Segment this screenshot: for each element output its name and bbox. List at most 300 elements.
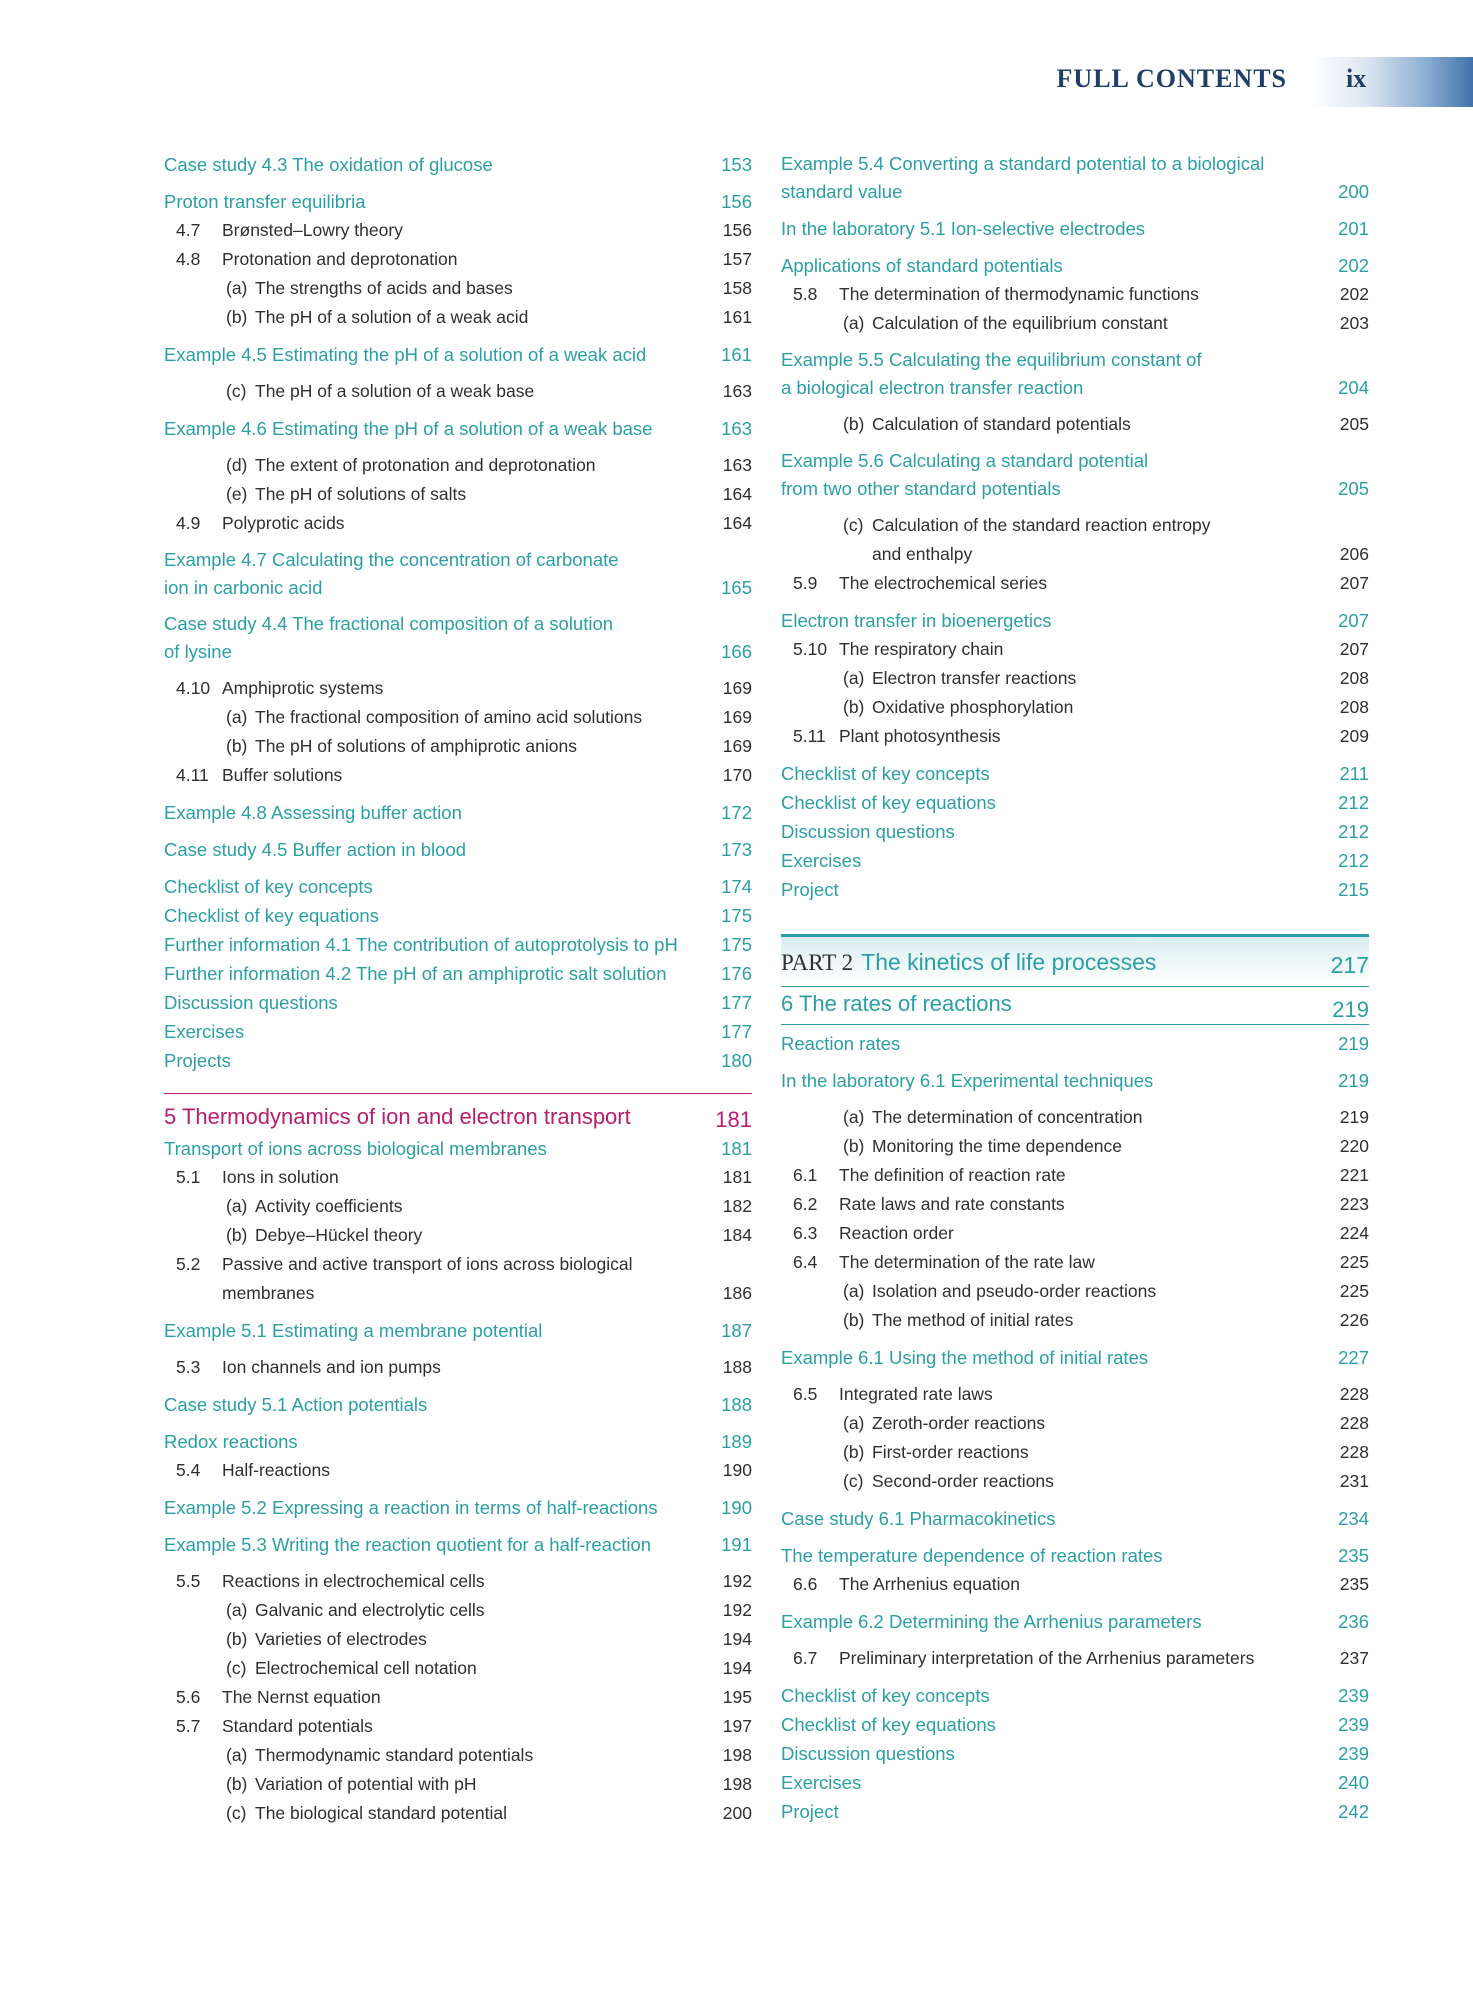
toc-subsection[interactable] <box>164 274 752 303</box>
toc-entry[interactable] <box>781 447 1369 503</box>
entry-title: Proton transfer equilibria <box>164 191 366 212</box>
entry-title: In the laboratory 6.1 Experimental techniques <box>781 1070 1154 1091</box>
page-ref: 204 <box>1338 377 1369 398</box>
page-ref: 226 <box>1339 1310 1369 1330</box>
entry-title: 5.8 The determination of thermodynamic functions <box>781 280 1369 309</box>
entry-title: Exercises <box>164 1021 245 1042</box>
toc-subsection[interactable] <box>781 664 1369 693</box>
page-ref: 158 <box>722 278 752 298</box>
page-ref: 190 <box>721 1497 752 1518</box>
chapter-heading[interactable] <box>164 1093 752 1134</box>
page-ref: 163 <box>721 418 752 439</box>
page-ref: 188 <box>721 1394 752 1415</box>
page-ref: 192 <box>722 1571 752 1591</box>
spacer <box>164 864 752 872</box>
page-ref: 221 <box>1339 1165 1369 1185</box>
entry-title: (b) Monitoring the time dependence <box>781 1132 1369 1161</box>
section-number: 5.8 <box>793 284 818 304</box>
entry-title: (c) The pH of a solution of a weak base <box>164 377 752 406</box>
page-ref: 161 <box>722 307 752 327</box>
toc-section[interactable] <box>781 722 1369 751</box>
toc-entry[interactable] <box>164 1046 752 1075</box>
page-ref: 207 <box>1338 610 1369 631</box>
toc-subsection[interactable] <box>164 703 752 732</box>
page-ref: 175 <box>721 905 752 926</box>
spacer <box>164 1559 752 1567</box>
page-ref: 177 <box>721 1021 752 1042</box>
toc-subsection[interactable] <box>781 693 1369 722</box>
entry-title: Case study 4.5 Buffer action in blood <box>164 839 467 860</box>
toc-section[interactable] <box>781 1570 1369 1599</box>
page-ref: 215 <box>1338 879 1369 900</box>
spacer <box>164 406 752 414</box>
part-heading[interactable] <box>781 934 1369 987</box>
toc-entry[interactable] <box>781 1029 1369 1058</box>
page-ref: 224 <box>1339 1223 1369 1243</box>
chapter-heading[interactable] <box>781 987 1369 1025</box>
spacer <box>164 1382 752 1390</box>
subsection-label: (b) <box>226 1225 248 1245</box>
page-ref: 225 <box>1339 1281 1369 1301</box>
spacer <box>781 1095 1369 1103</box>
toc-section[interactable] <box>781 1161 1369 1190</box>
page-ref: 181 <box>715 1107 752 1132</box>
spacer <box>781 1372 1369 1380</box>
spacer <box>781 503 1369 511</box>
toc-entry[interactable] <box>781 875 1369 904</box>
spacer <box>164 1345 752 1353</box>
page-ref: 202 <box>1338 255 1369 276</box>
toc-subsection[interactable] <box>781 1132 1369 1161</box>
toc-entry[interactable] <box>164 872 752 901</box>
section-number: 6.4 <box>793 1252 818 1272</box>
section-number: 4.9 <box>176 513 201 533</box>
entry-title: 5.11 Plant photosynthesis <box>781 722 1369 751</box>
entry-title: (b) First-order reactions <box>781 1438 1369 1467</box>
page-ref: 207 <box>1339 573 1369 593</box>
toc-subsection[interactable] <box>164 1799 752 1828</box>
subsection-label: (a) <box>226 1196 248 1216</box>
page-ref: 208 <box>1339 697 1369 717</box>
page-ref: 228 <box>1339 1384 1369 1404</box>
toc-entry[interactable] <box>781 251 1369 280</box>
entry-title: Discussion questions <box>164 992 338 1013</box>
entry-title: (c) Calculation of the standard reaction entropy and enthalpy <box>781 511 1369 569</box>
spacer <box>164 369 752 377</box>
toc-entry[interactable] <box>164 1390 752 1419</box>
section-number: 5.10 <box>793 639 828 659</box>
page-ref: 239 <box>1338 1714 1369 1735</box>
toc-entry[interactable] <box>164 1530 752 1559</box>
toc-section[interactable] <box>164 1353 752 1382</box>
entry-title: Exercises <box>781 1772 862 1793</box>
subsection-label: (c) <box>843 1471 864 1491</box>
entry-title: In the laboratory 5.1 Ion-selective electrodes <box>781 218 1146 239</box>
spacer <box>781 1673 1369 1681</box>
subsection-label: (c) <box>226 1658 247 1678</box>
page-ref: 166 <box>721 641 752 662</box>
spacer <box>164 538 752 546</box>
page-ref: 173 <box>721 839 752 860</box>
toc-entry[interactable] <box>164 610 752 666</box>
toc-section[interactable] <box>781 1380 1369 1409</box>
page-ref: 219 <box>1338 1070 1369 1091</box>
page-ref: 228 <box>1339 1413 1369 1433</box>
toc-section[interactable] <box>781 280 1369 309</box>
toc-subsection[interactable] <box>781 1438 1369 1467</box>
entry-title: 6.1 The definition of reaction rate <box>781 1161 1369 1190</box>
entry-title: Example 6.1 Using the method of initial rates <box>781 1347 1149 1368</box>
toc-left-column <box>164 150 752 1828</box>
toc-entry[interactable] <box>781 1710 1369 1739</box>
toc-entry[interactable] <box>164 1493 752 1522</box>
entry-title: (a) The determination of concentration <box>781 1103 1369 1132</box>
toc-entry[interactable] <box>781 346 1369 402</box>
toc-section[interactable] <box>164 509 752 538</box>
toc-entry[interactable] <box>164 959 752 988</box>
page-ref: 174 <box>721 876 752 897</box>
page-ref: 156 <box>721 191 752 212</box>
page-ref: 170 <box>722 765 752 785</box>
toc-section[interactable] <box>164 216 752 245</box>
toc-section[interactable] <box>164 1250 752 1308</box>
page-ref: 234 <box>1338 1508 1369 1529</box>
spacer <box>164 1522 752 1530</box>
toc-entry[interactable] <box>781 1768 1369 1797</box>
toc-entry[interactable] <box>164 1134 752 1163</box>
subsection-label: (b) <box>843 1442 865 1462</box>
entry-title: 5.1 Ions in solution <box>164 1163 752 1192</box>
page-ref: 164 <box>722 513 752 533</box>
toc-subsection[interactable] <box>781 1306 1369 1335</box>
toc-section[interactable] <box>164 1567 752 1596</box>
subsection-label: (a) <box>226 1600 248 1620</box>
toc-subsection[interactable] <box>164 1625 752 1654</box>
toc-subsection[interactable] <box>164 451 752 480</box>
section-number: 4.8 <box>176 249 201 269</box>
entry-title: Example 5.3 Writing the reaction quotient for a half-reaction <box>164 1534 652 1555</box>
toc-section[interactable] <box>164 1456 752 1485</box>
toc-section[interactable] <box>164 245 752 274</box>
subsection-label: (b) <box>226 1774 248 1794</box>
entry-title: Case study 4.3 The oxidation of glucose <box>164 154 493 175</box>
entry-title: 4.9 Polyprotic acids <box>164 509 752 538</box>
toc-section[interactable] <box>781 569 1369 598</box>
spacer <box>164 790 752 798</box>
entry-title: (a) The strengths of acids and bases <box>164 274 752 303</box>
page-ref: 211 <box>1339 763 1369 784</box>
page-ref: 242 <box>1338 1801 1369 1822</box>
toc-subsection[interactable] <box>781 410 1369 439</box>
page-ref: 205 <box>1338 478 1369 499</box>
toc-entry[interactable] <box>781 1607 1369 1636</box>
toc-section[interactable] <box>164 674 752 703</box>
subsection-label: (c) <box>843 515 864 535</box>
subsection-label: (b) <box>843 1136 865 1156</box>
entry-title: 6.5 Integrated rate laws <box>781 1380 1369 1409</box>
entry-title: Example 5.5 Calculating the equilibrium constant of a biological electron transfer reaction <box>781 349 1202 398</box>
entry-title: Discussion questions <box>781 821 955 842</box>
entry-title: Discussion questions <box>781 1743 955 1764</box>
running-header-title: FULL CONTENTS <box>1056 64 1287 93</box>
page-ref: 194 <box>722 1629 752 1649</box>
entry-title: Example 5.1 Estimating a membrane potential <box>164 1320 543 1341</box>
entry-title: (a) Electron transfer reactions <box>781 664 1369 693</box>
toc-subsection[interactable] <box>164 1770 752 1799</box>
entry-title: 6.6 The Arrhenius equation <box>781 1570 1369 1599</box>
toc-entry[interactable] <box>781 1681 1369 1710</box>
entry-title: 4.10 Amphiprotic systems <box>164 674 752 703</box>
entry-title: Example 6.2 Determining the Arrhenius parameters <box>781 1611 1202 1632</box>
section-number: 6.6 <box>793 1574 818 1594</box>
page-ref: 223 <box>1339 1194 1369 1214</box>
toc-entry[interactable] <box>781 788 1369 817</box>
page-ref: 212 <box>1338 850 1369 871</box>
part-label: PART 2 <box>781 950 854 975</box>
subsection-label: (a) <box>226 707 248 727</box>
toc-subsection[interactable] <box>164 1221 752 1250</box>
page-ref: 198 <box>722 1745 752 1765</box>
subsection-label: (e) <box>226 484 248 504</box>
subsection-label: (b) <box>843 697 865 717</box>
entry-title: (b) Debye–Hückel theory <box>164 1221 752 1250</box>
toc-right-column <box>781 150 1369 1826</box>
toc-entry[interactable] <box>781 759 1369 788</box>
toc-entry[interactable] <box>164 187 752 216</box>
toc-subsection[interactable] <box>164 1741 752 1770</box>
toc-section[interactable] <box>781 1190 1369 1219</box>
page-ref: 237 <box>1339 1648 1369 1668</box>
section-number: 5.4 <box>176 1460 201 1480</box>
toc-entry[interactable] <box>781 1343 1369 1372</box>
toc-entry[interactable] <box>164 988 752 1017</box>
section-number: 5.9 <box>793 573 818 593</box>
entry-title: 5.5 Reactions in electrochemical cells <box>164 1567 752 1596</box>
entry-title: (c) The biological standard potential <box>164 1799 752 1828</box>
toc-entry[interactable] <box>164 798 752 827</box>
entry-title: Further information 4.2 The pH of an amphiprotic salt solution <box>164 963 667 984</box>
entry-title: 5.3 Ion channels and ion pumps <box>164 1353 752 1382</box>
entry-title: (d) The extent of protonation and deprotonation <box>164 451 752 480</box>
entry-title: Checklist of key equations <box>164 905 379 926</box>
entry-title: 4.7 Brønsted–Lowry theory <box>164 216 752 245</box>
entry-title: (a) Galvanic and electrolytic cells <box>164 1596 752 1625</box>
subsection-label: (a) <box>843 1281 865 1301</box>
entry-title: Further information 4.1 The contribution of autoprotolysis to pH <box>164 934 678 955</box>
toc-entry[interactable] <box>781 150 1369 206</box>
entry-title: Applications of standard potentials <box>781 255 1063 276</box>
entry-title: Case study 5.1 Action potentials <box>164 1394 428 1415</box>
toc-subsection[interactable] <box>781 1277 1369 1306</box>
toc-section[interactable] <box>164 1712 752 1741</box>
page-ref: 176 <box>721 963 752 984</box>
subsection-label: (d) <box>226 455 248 475</box>
spacer <box>164 1419 752 1427</box>
page-ref: 236 <box>1338 1611 1369 1632</box>
entry-title: Example 4.8 Assessing buffer action <box>164 802 462 823</box>
entry-title: Project <box>781 1801 839 1822</box>
toc-section[interactable] <box>781 1248 1369 1277</box>
toc-entry[interactable] <box>164 546 752 602</box>
toc-entry[interactable] <box>164 414 752 443</box>
toc-subsection[interactable] <box>164 1596 752 1625</box>
toc-subsection[interactable] <box>164 1654 752 1683</box>
entry-title: (a) Calculation of the equilibrium constant <box>781 309 1369 338</box>
toc-subsection[interactable] <box>781 1467 1369 1496</box>
subsection-label: (b) <box>226 307 248 327</box>
toc-subsection[interactable] <box>781 511 1369 569</box>
entry-title: Checklist of key concepts <box>781 1685 990 1706</box>
toc-entry[interactable] <box>781 1739 1369 1768</box>
entry-title: Exercises <box>781 850 862 871</box>
subsection-label: (a) <box>843 668 865 688</box>
subsection-label: (a) <box>226 1745 248 1765</box>
toc-entry[interactable] <box>781 846 1369 875</box>
toc-section[interactable] <box>164 761 752 790</box>
entry-title: (a) Isolation and pseudo-order reactions <box>781 1277 1369 1306</box>
page-ref: 188 <box>722 1357 752 1377</box>
toc-section[interactable] <box>781 1644 1369 1673</box>
toc-subsection[interactable] <box>781 1103 1369 1132</box>
toc-subsection[interactable] <box>164 480 752 509</box>
page-ref: 197 <box>722 1716 752 1736</box>
toc-entry[interactable] <box>781 1504 1369 1533</box>
section-number: 5.11 <box>793 726 826 746</box>
subsection-label: (b) <box>843 414 865 434</box>
toc-entry[interactable] <box>164 340 752 369</box>
spacer <box>781 206 1369 214</box>
entry-title: Checklist of key equations <box>781 792 996 813</box>
entry-title: Reaction rates <box>781 1033 901 1054</box>
entry-title: The temperature dependence of reaction rates <box>781 1545 1163 1566</box>
toc-entry[interactable] <box>781 1541 1369 1570</box>
spacer <box>781 1058 1369 1066</box>
page-ref: 231 <box>1339 1471 1369 1491</box>
entry-title: (b) Varieties of electrodes <box>164 1625 752 1654</box>
spacer <box>164 179 752 187</box>
section-number: 6.2 <box>793 1194 818 1214</box>
entry-title: 4.11 Buffer solutions <box>164 761 752 790</box>
header-gradient-band <box>1310 57 1473 107</box>
page-ref: 220 <box>1339 1136 1369 1156</box>
toc-section[interactable] <box>164 1163 752 1192</box>
page-ref: 169 <box>722 736 752 756</box>
page-ref: 227 <box>1338 1347 1369 1368</box>
toc-section[interactable] <box>781 635 1369 664</box>
spacer <box>781 439 1369 447</box>
page-ref: 181 <box>722 1167 752 1187</box>
spacer <box>164 443 752 451</box>
spacer <box>164 602 752 610</box>
entry-title: 6.4 The determination of the rate law <box>781 1248 1369 1277</box>
toc-entry[interactable] <box>164 835 752 864</box>
page-ref: 153 <box>721 154 752 175</box>
section-number: 4.10 <box>176 678 211 698</box>
entry-title: (e) The pH of solutions of salts <box>164 480 752 509</box>
spacer <box>781 751 1369 759</box>
page-ref: 182 <box>722 1196 752 1216</box>
toc-subsection[interactable] <box>164 377 752 406</box>
entry-title: (c) Electrochemical cell notation <box>164 1654 752 1683</box>
chapter-title: 6 The rates of reactions <box>781 991 1012 1016</box>
section-number: 5.2 <box>176 1254 201 1274</box>
part-title: The kinetics of life processes <box>861 949 1157 975</box>
toc-entry[interactable] <box>164 901 752 930</box>
page-ref: 180 <box>721 1050 752 1071</box>
page-ref: 203 <box>1339 313 1369 333</box>
entry-title: (c) Second-order reactions <box>781 1467 1369 1496</box>
entry-title: 5.10 The respiratory chain <box>781 635 1369 664</box>
page-ref: 189 <box>721 1431 752 1452</box>
page-ref: 235 <box>1339 1574 1369 1594</box>
toc-entry[interactable] <box>164 1427 752 1456</box>
spacer <box>164 827 752 835</box>
entry-title: Electron transfer in bioenergetics <box>781 610 1052 631</box>
toc-entry[interactable] <box>781 1797 1369 1826</box>
page-ref: 195 <box>722 1687 752 1707</box>
page-ref: 156 <box>722 220 752 240</box>
toc-entry[interactable] <box>164 1017 752 1046</box>
entry-title: Projects <box>164 1050 231 1071</box>
page-ref: 219 <box>1332 997 1369 1022</box>
page-ref: 184 <box>722 1225 752 1245</box>
toc-entry[interactable] <box>164 150 752 179</box>
entry-title: Case study 4.4 The fractional composition of a solution of lysine <box>164 613 614 662</box>
toc-subsection[interactable] <box>164 732 752 761</box>
toc-subsection[interactable] <box>164 303 752 332</box>
toc-section[interactable] <box>164 1683 752 1712</box>
page-ref: 177 <box>721 992 752 1013</box>
toc-entry[interactable] <box>164 1316 752 1345</box>
page-ref: 200 <box>722 1803 752 1823</box>
page-ref: 194 <box>722 1658 752 1678</box>
entry-title: Redox reactions <box>164 1431 298 1452</box>
entry-title: (b) Variation of potential with pH <box>164 1770 752 1799</box>
toc-entry[interactable] <box>781 606 1369 635</box>
toc-entry[interactable] <box>781 817 1369 846</box>
spacer <box>781 402 1369 410</box>
section-number: 5.5 <box>176 1571 201 1591</box>
page-ref: 161 <box>721 344 752 365</box>
entry-title: Checklist of key equations <box>781 1714 996 1735</box>
page-ref: 200 <box>1338 181 1369 202</box>
entry-title: 5.7 Standard potentials <box>164 1712 752 1741</box>
toc-entry[interactable] <box>164 930 752 959</box>
toc-subsection[interactable] <box>164 1192 752 1221</box>
page-ref: 205 <box>1339 414 1369 434</box>
subsection-label: (a) <box>843 313 865 333</box>
spacer <box>781 1533 1369 1541</box>
page-ref: 212 <box>1338 821 1369 842</box>
section-number: 6.7 <box>793 1648 818 1668</box>
subsection-label: (a) <box>843 1107 865 1127</box>
subsection-label: (b) <box>843 1310 865 1330</box>
section-number: 6.3 <box>793 1223 818 1243</box>
page-ref: 157 <box>722 249 752 269</box>
spacer <box>781 1636 1369 1644</box>
entry-title: Case study 6.1 Pharmacokinetics <box>781 1508 1056 1529</box>
entry-title: Example 4.5 Estimating the pH of a solution of a weak acid <box>164 344 647 365</box>
section-number: 5.1 <box>176 1167 201 1187</box>
toc-entry[interactable] <box>781 1066 1369 1095</box>
entry-title: (b) Oxidative phosphorylation <box>781 693 1369 722</box>
toc-entry[interactable] <box>781 214 1369 243</box>
toc-subsection[interactable] <box>781 309 1369 338</box>
toc-subsection[interactable] <box>781 1409 1369 1438</box>
page-ref: 225 <box>1339 1252 1369 1272</box>
entry-title: (b) The pH of a solution of a weak acid <box>164 303 752 332</box>
toc-section[interactable] <box>781 1219 1369 1248</box>
